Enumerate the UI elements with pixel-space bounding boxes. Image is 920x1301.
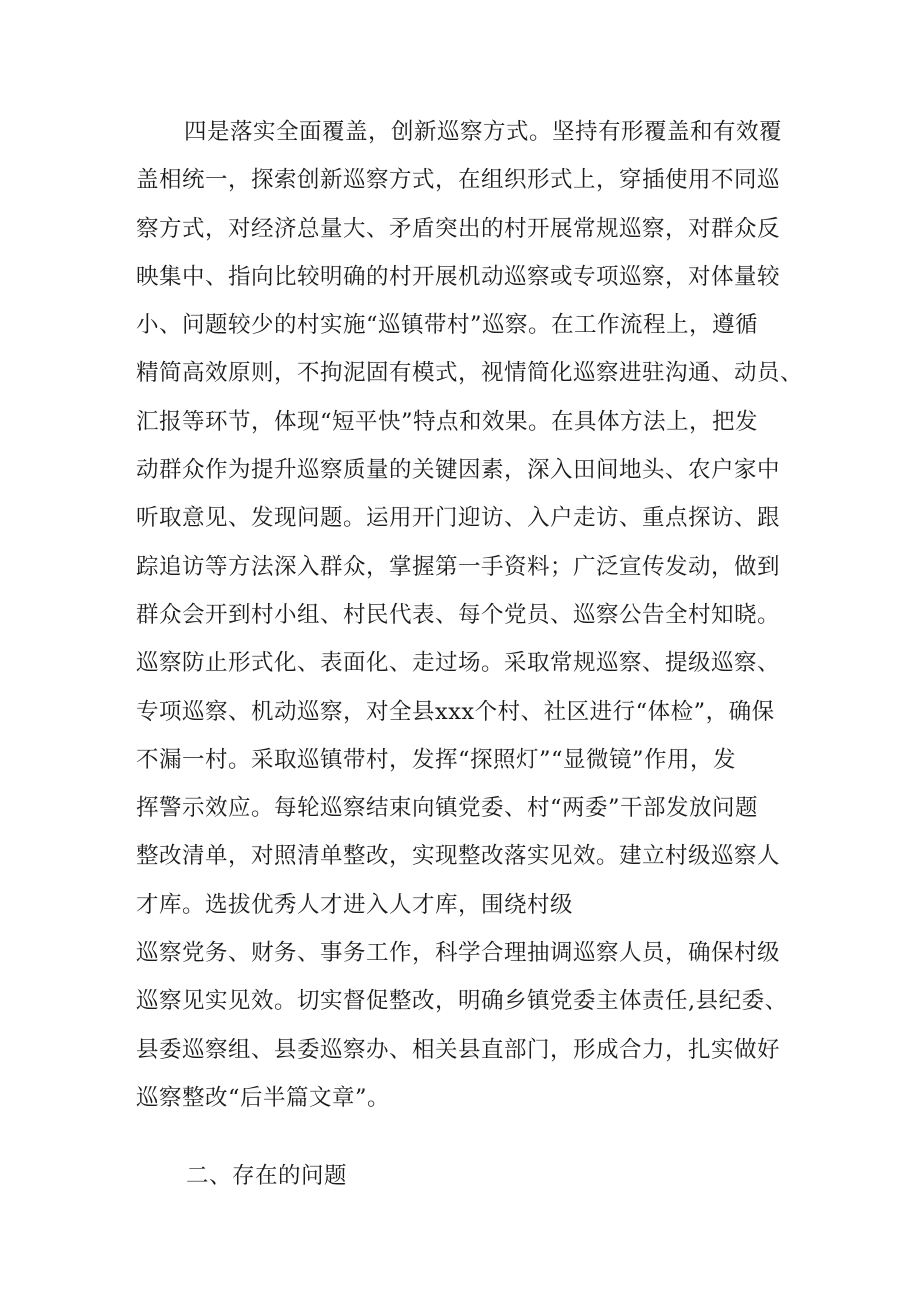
paragraph-line: 不漏一村。采取巡镇带村，发挥“探照灯”“显微镜”作用，发 (136, 746, 737, 773)
paragraph-line: 小、问题较少的村实施“巡镇带村”巡察。在工作流程上，遵循 (136, 312, 759, 339)
paragraph-line: 巡察整改“后半篇文章”。 (136, 1084, 391, 1111)
paragraph-line: 专项巡察、机动巡察，对全县xxx个村、社区进行“体检”，确保 (136, 698, 775, 725)
paragraph-line: 县委巡察组、县委巡察办、相关县直部门，形成合力，扎实做好 (136, 1036, 781, 1063)
paragraph-line: 察方式，对经济总量大、矛盾突出的村开展常规巡察，对群众反 (136, 215, 781, 242)
body-paragraph (136, 108, 804, 1122)
paragraph-line: 才库。选拔优秀人才进入人才库，围绕村级 (136, 891, 574, 918)
paragraph-line: 群众会开到村小组、村民代表、每个党员、巡察公告全村知晓。 (136, 601, 781, 628)
paragraph-line: 精简高效原则，不拘泥固有模式，视情简化巡察进驻沟通、动员、 (136, 360, 804, 387)
paragraph-line: 盖相统一，探索创新巡察方式，在组织形式上，穿插使用不同巡 (136, 167, 781, 194)
paragraph-line: 挥警示效应。每轮巡察结束向镇党委、村“两委”干部发放问题 (136, 795, 759, 822)
paragraph-line: 四是落实全面覆盖，创新巡察方式。坚持有形覆盖和有效覆 (184, 119, 783, 145)
paragraph-line: 映集中、指向比较明确的村开展机动巡察或专项巡察，对体量较 (136, 263, 781, 290)
paragraph-line: 汇报等环节，体现“短平快”特点和效果。在具体方法上，把发 (136, 408, 759, 435)
paragraph-line: 踪追访等方法深入群众，掌握第一手资料；广泛宣传发动，做到 (136, 553, 781, 580)
paragraph-line: 巡察党务、财务、事务工作，科学合理抽调巡察人员，确保村级 (136, 940, 781, 967)
paragraph-line: 动群众作为提升巡察质量的关键因素，深入田间地头、农户家中 (136, 457, 781, 484)
section-heading: 二、存在的问题 (186, 1163, 348, 1189)
paragraph-line: 听取意见、发现问题。运用开门迎访、入户走访、重点探访、跟 (136, 505, 781, 532)
paragraph-line: 整改清单，对照清单整改，实现整改落实见效。建立村级巡察人 (136, 843, 781, 870)
paragraph-line: 巡察防止形式化、表面化、走过场。采取常规巡察、提级巡察、 (136, 650, 781, 677)
paragraph-line: 巡察见实见效。切实督促整改，明确乡镇党委主体责任,县纪委、 (136, 988, 788, 1015)
